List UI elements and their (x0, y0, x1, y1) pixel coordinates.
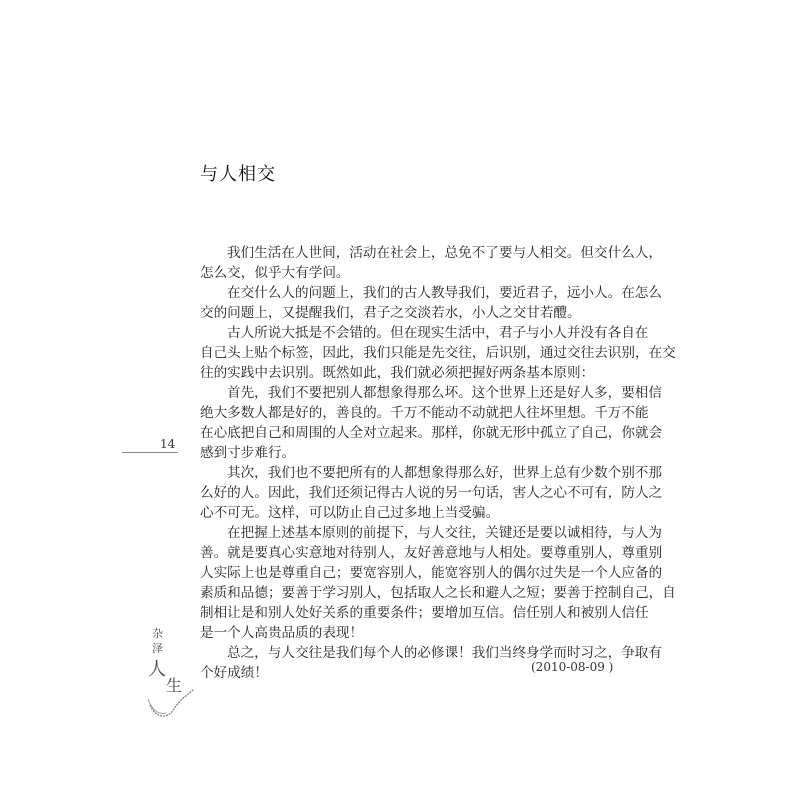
text-line: 在把握上述基本原则的前提下，与人交往，关键还是要以诚相待，与人为 (227, 525, 662, 541)
text-line: 制相让是和别人处好关系的重要条件；要增加互信。信任别人和被别人信任 (200, 605, 649, 621)
text-line: 其次，我们也不要把所有的人都想象得那么好，世界上总有少数个别不那 (227, 465, 662, 481)
text-line: 素质和品德；要善于学习别人，包括取人之长和避人之短；要善于控制自己，自 (200, 585, 676, 601)
text-line: 往的实践中去识别。既然如此，我们就必须把握好两条基本原则： (200, 365, 595, 381)
text-line: 在心底把自己和周围的人全对立起来。那样，你就无形中孤立了自己，你就会 (200, 425, 663, 441)
text-line: 个好成绩！ (200, 665, 268, 681)
text-line: 怎么交，似乎大有学问。 (200, 265, 350, 281)
text-line: 古人所说大抵是不会错的。但在现实生活中，君子与小人并没有各自在 (227, 325, 649, 341)
decorative-swirl-icon (146, 685, 196, 721)
text-line: 人实际上也是尊重自己；要宽容别人，能宽容别人的偶尔过失是一个人应备的 (200, 565, 663, 581)
text-line: 么好的人。因此，我们还须记得古人说的另一句话，害人之心不可有，防人之 (200, 485, 663, 501)
article-date: (2010-08-09 ) (531, 660, 614, 674)
text-line: 自己头上贴个标签，因此，我们只能是先交往，后识别，通过交往去识别，在交 (200, 345, 676, 361)
page-title: 与人相交 (200, 164, 276, 185)
text-line: 善。就是要真心实意地对待别人，友好善意地与人相处。要尊重别人，尊重别 (200, 545, 663, 561)
page-number: 14 (160, 437, 176, 451)
text-line: 是一个人高贵品质的表现！ (200, 625, 364, 641)
page-number-rule (122, 452, 178, 453)
text-line: 我们生活在人世间，活动在社会上，总免不了要与人相交。但交什么人， (227, 245, 662, 261)
text-line: 交的问题上，又提醒我们，君子之交淡若水，小人之交甘若醴。 (200, 305, 581, 321)
article-body (200, 243, 676, 683)
series-logo: 杂 泽 人 生 (140, 625, 200, 725)
text-line: 总之，与人交往是我们每个人的必修课！我们当终身学而时习之，争取有 (227, 645, 662, 661)
text-line: 感到寸步难行。 (200, 445, 296, 461)
text-line: 在交什么人的问题上，我们的古人教导我们，要近君子，远小人。在怎么 (227, 285, 662, 301)
text-line: 心不可无。这样，可以防止自己过多地上当受骗。 (200, 505, 500, 521)
text-line: 绝大多数人都是好的，善良的。千万不能动不动就把人往坏里想。千万不能 (200, 405, 649, 421)
text-line: 首先，我们不要把别人都想象得那么坏。这个世界上还是好人多，要相信 (227, 385, 662, 401)
